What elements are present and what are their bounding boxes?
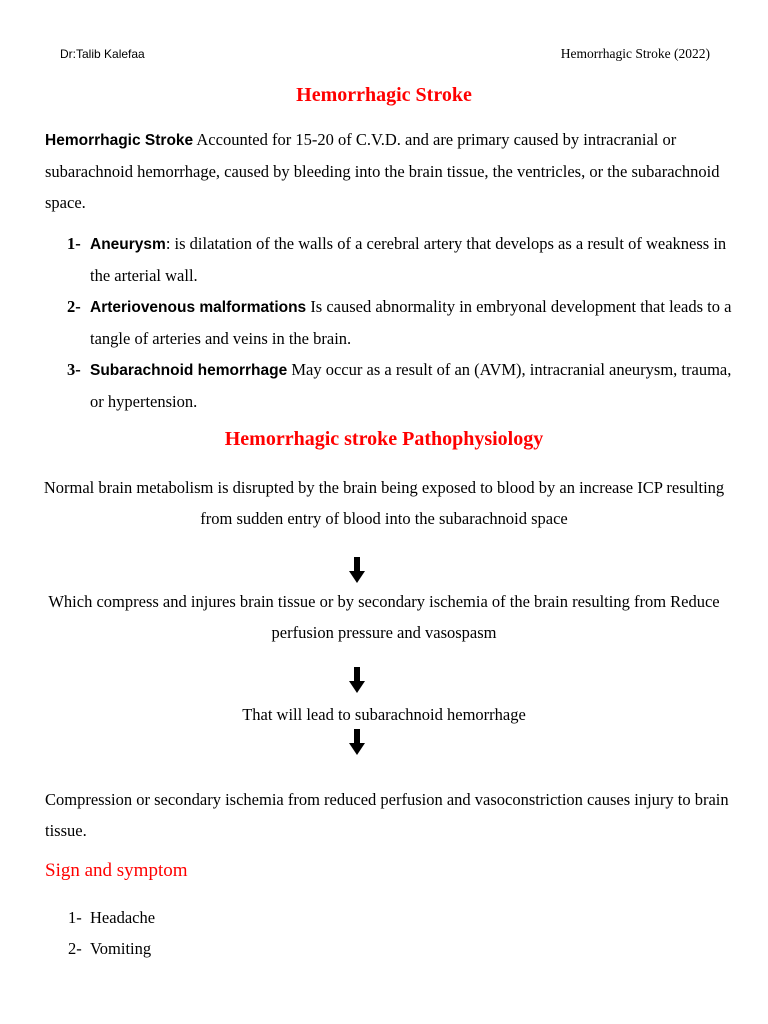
list-item-number: 2- (67, 297, 81, 316)
list-item (45, 291, 735, 354)
list-item-number: 1- (67, 234, 81, 253)
intro-paragraph (45, 124, 735, 218)
pathophysiology-title: Hemorrhagic stroke Pathophysiology (224, 428, 544, 450)
arrow-down-icon (349, 667, 365, 693)
intro-text: Accounted for 15-20 of C.V.D. and are primary caused by intracranial or subarachnoid hemorrhage, caused by bleeding into the brain tissue, the ventricles, or the subarachnoid space. (45, 130, 720, 212)
signs-list (68, 902, 155, 964)
header-doc-title: Hemorrhagic Stroke (2022) (560, 46, 710, 61)
list-item (45, 354, 735, 417)
intro-term: Hemorrhagic Stroke (45, 132, 194, 149)
list-item-text: May occur as a result of an (AVM), intracranial aneurysm, trauma, or hypertension. (90, 360, 732, 411)
signs-title: Sign and symptom (45, 860, 188, 881)
types-list (45, 228, 735, 417)
list-item (68, 902, 155, 933)
page-title: Hemorrhagic Stroke (296, 84, 472, 106)
list-item-number: 2- (68, 939, 82, 958)
list-item-number: 3- (67, 360, 81, 379)
patho-conclusion: Compression or secondary ischemia from reduced perfusion and vasoconstriction causes injury to brain tissue. (45, 790, 729, 840)
header-author: Dr:Talib Kalefaa (60, 47, 145, 61)
arrow-down-icon (349, 729, 365, 755)
list-item-number: 1- (68, 908, 82, 927)
patho-step-2: Which compress and injures brain tissue or by secondary ischemia of the brain resulting from Reduce perfusion pressure and vasospasm (48, 592, 720, 642)
list-item-text: Headache (90, 908, 156, 927)
patho-step-3: That will lead to subarachnoid hemorrhage (242, 705, 526, 724)
list-item (68, 933, 155, 964)
list-item-term: Aneurysm (90, 236, 166, 253)
list-item-text: Is caused abnormality in embryonal development that leads to a tangle of arteries and veins in the brain. (90, 297, 732, 348)
list-item-text: : is dilatation of the walls of a cerebral artery that develops as a result of weakness in the arterial wall. (90, 234, 727, 285)
list-item-term: Subarachnoid hemorrhage (90, 362, 288, 379)
list-item (45, 228, 735, 291)
list-item-text: Vomiting (90, 939, 152, 958)
arrow-down-icon (349, 557, 365, 583)
list-item-term: Arteriovenous malformations (90, 299, 307, 316)
patho-step-1: Normal brain metabolism is disrupted by the brain being exposed to blood by an increase ICP resulting from sudden entry of blood into the subarachnoid space (43, 478, 725, 528)
